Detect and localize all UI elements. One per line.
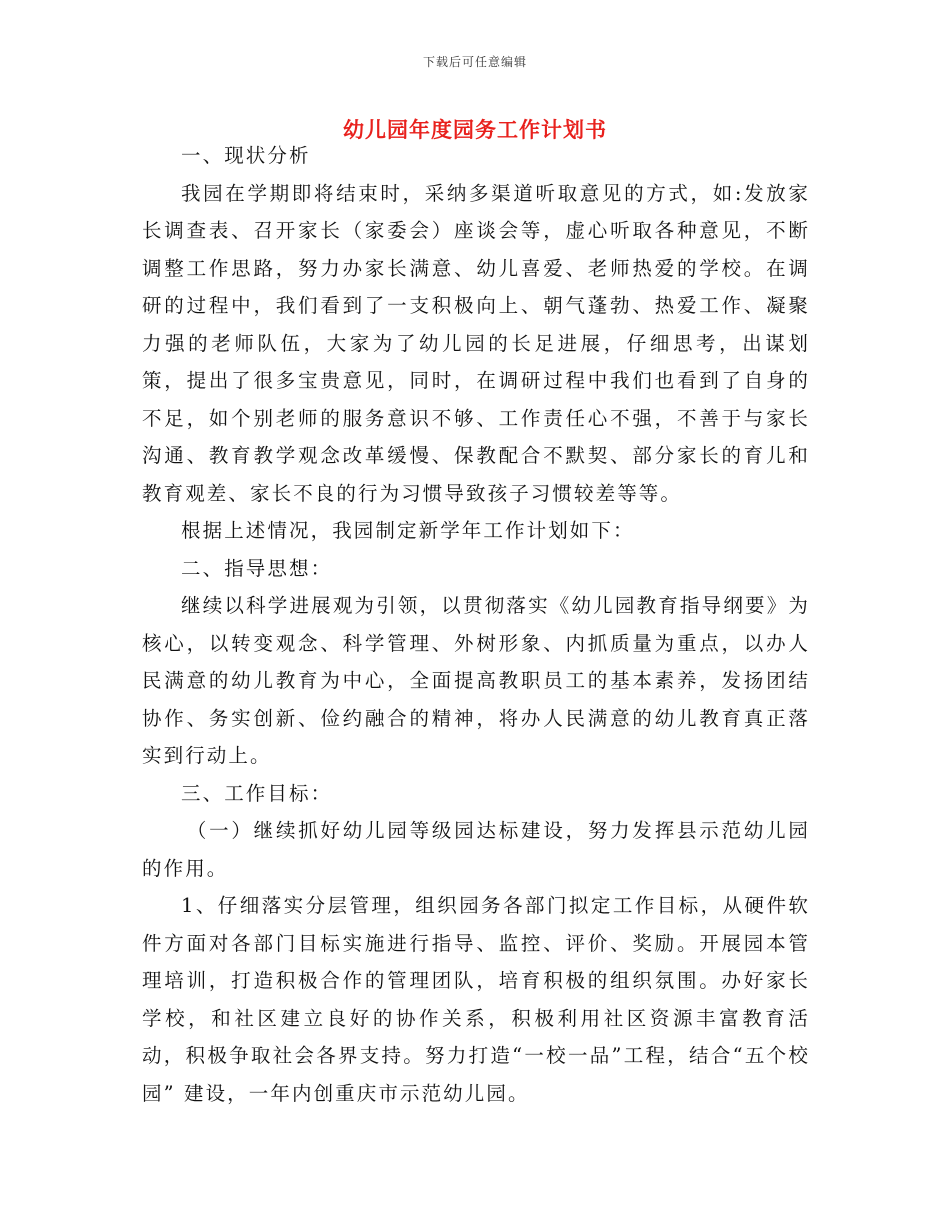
paragraph-status-analysis: 我园在学期即将结束时，采纳多渠道听取意见的方式，如:发放家长调查表、召开家长（家委会）座谈会等，虚心听取各种意见，不断调整工作思路，努力办家长满意、幼儿喜爱、老师热爱的学校。在调研的过程中，我们看到了一支积极向上、朝气蓬勃、热爱工作、凝聚力强的老师队伍，大家为了幼儿园的长足进展，仔细思考，出谋划策，提出了很多宝贵意见，同时，在调研过程中我们也看到了自身的不足，如个别老师的服务意识不够、工作责任心不强，不善于与家长沟通、教育教学观念改革缓慢、保教配合不默契、部分家长的育儿和教育观差、家长不良的行为习惯导致孩子习惯较差等等。 [142, 181, 810, 505]
page-header-note: 下载后可任意编辑 [422, 55, 527, 69]
section-heading-guiding-thought: 二、指导思想： [181, 556, 333, 580]
document-body [142, 137, 810, 1112]
section-heading-status: 一、现状分析 [181, 144, 311, 167]
paragraph-goal-one-item-1: 1、仔细落实分层管理，组织园务各部门拟定工作目标，从硬件软件方面对各部门目标实施进行指导、监控、评价、奖励。开展园本管理培训，打造积极合作的管理团队，培育积极的组织氛围。办好家长学校，和社区建立良好的协作关系，积极利用社区资源丰富教育活动，积极争取社会各界支持。努力打造“一校一品”工程，结合“五个校园” 建设，一年内创重庆市示范幼儿园。 [142, 894, 810, 1105]
section-heading-work-goals: 三、工作目标： [181, 781, 333, 805]
paragraph-goal-one: （一）继续抓好幼儿园等级园达标建设，努力发挥县示范幼儿园的作用。 [142, 819, 810, 880]
paragraph-guiding-thought: 继续以科学进展观为引领，以贯彻落实《幼儿园教育指导纲要》为核心，以转变观念、科学管理、外树形象、内抓质量为重点，以办人民满意的幼儿教育为中心，全面提高教职员工的基本素养，发扬团结协作、务实创新、俭约融合的精神，将办人民满意的幼儿教育真正落实到行动上。 [142, 594, 810, 767]
document-title: 幼儿园年度园务工作计划书 [343, 117, 607, 142]
paragraph-plan-intro: 根据上述情况，我园制定新学年工作计划如下： [181, 519, 635, 542]
